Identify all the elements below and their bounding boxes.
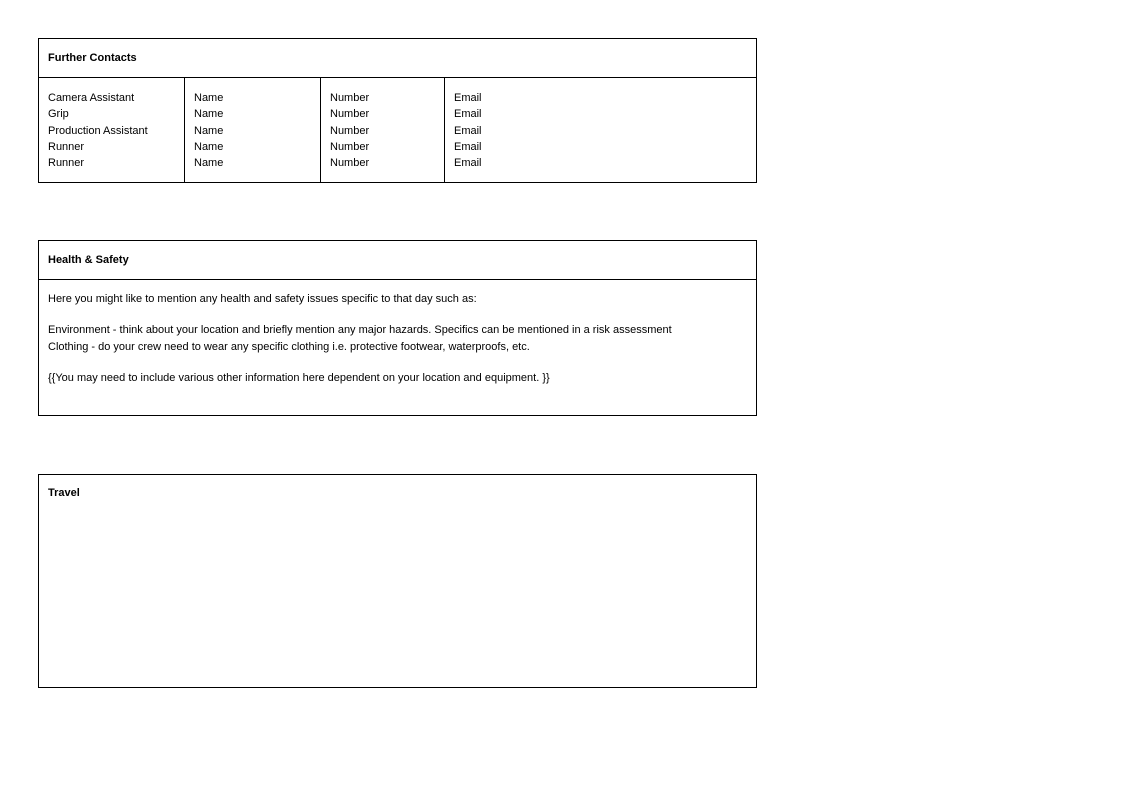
contact-email: Email: [454, 140, 482, 153]
contacts-body: [39, 78, 756, 182]
contact-number: Number: [330, 108, 370, 121]
contact-email: Email: [454, 108, 482, 121]
health-safety-title: Health & Safety: [39, 241, 756, 280]
contact-name: Name: [194, 92, 224, 104]
contact-role: Runner: [48, 140, 85, 153]
contact-email: Email: [454, 124, 482, 137]
contact-role: Camera Assistant: [48, 92, 135, 104]
travel-section: [38, 474, 757, 688]
contact-number: Number: [330, 157, 370, 170]
health-clothing-text: Clothing - do your crew need to wear any specific clothing i.e. protective footwear, waterproofs, etc.: [48, 341, 530, 353]
email-column: [445, 78, 756, 182]
contact-name: Name: [194, 157, 224, 170]
health-note-text: {{You may need to include various other information here dependent on your location and equipment. }}: [48, 372, 550, 384]
contact-name: Name: [194, 108, 224, 121]
contact-number: Number: [330, 92, 370, 104]
number-column: [321, 78, 445, 182]
contact-email: Email: [454, 92, 482, 104]
contact-name: Name: [194, 140, 224, 153]
name-column: [185, 78, 321, 182]
contact-email: Email: [454, 157, 482, 170]
health-safety-section: [38, 240, 757, 416]
contact-name: Name: [194, 124, 224, 137]
health-safety-body: [39, 280, 756, 387]
further-contacts-table: [38, 38, 757, 183]
contact-number: Number: [330, 140, 370, 153]
travel-title: Travel: [48, 487, 80, 499]
contact-role: Grip: [48, 108, 69, 121]
contact-role: Production Assistant: [48, 124, 148, 137]
health-intro-text: Here you might like to mention any health and safety issues specific to that day such as:: [48, 293, 477, 305]
further-contacts-title: Further Contacts: [39, 39, 756, 78]
contact-role: Runner: [48, 157, 85, 170]
contact-number: Number: [330, 124, 370, 137]
role-column: [39, 78, 185, 182]
health-environment-text: Environment - think about your location and briefly mention any major hazards. Specifics can be mentioned in a risk assessment: [48, 324, 672, 336]
